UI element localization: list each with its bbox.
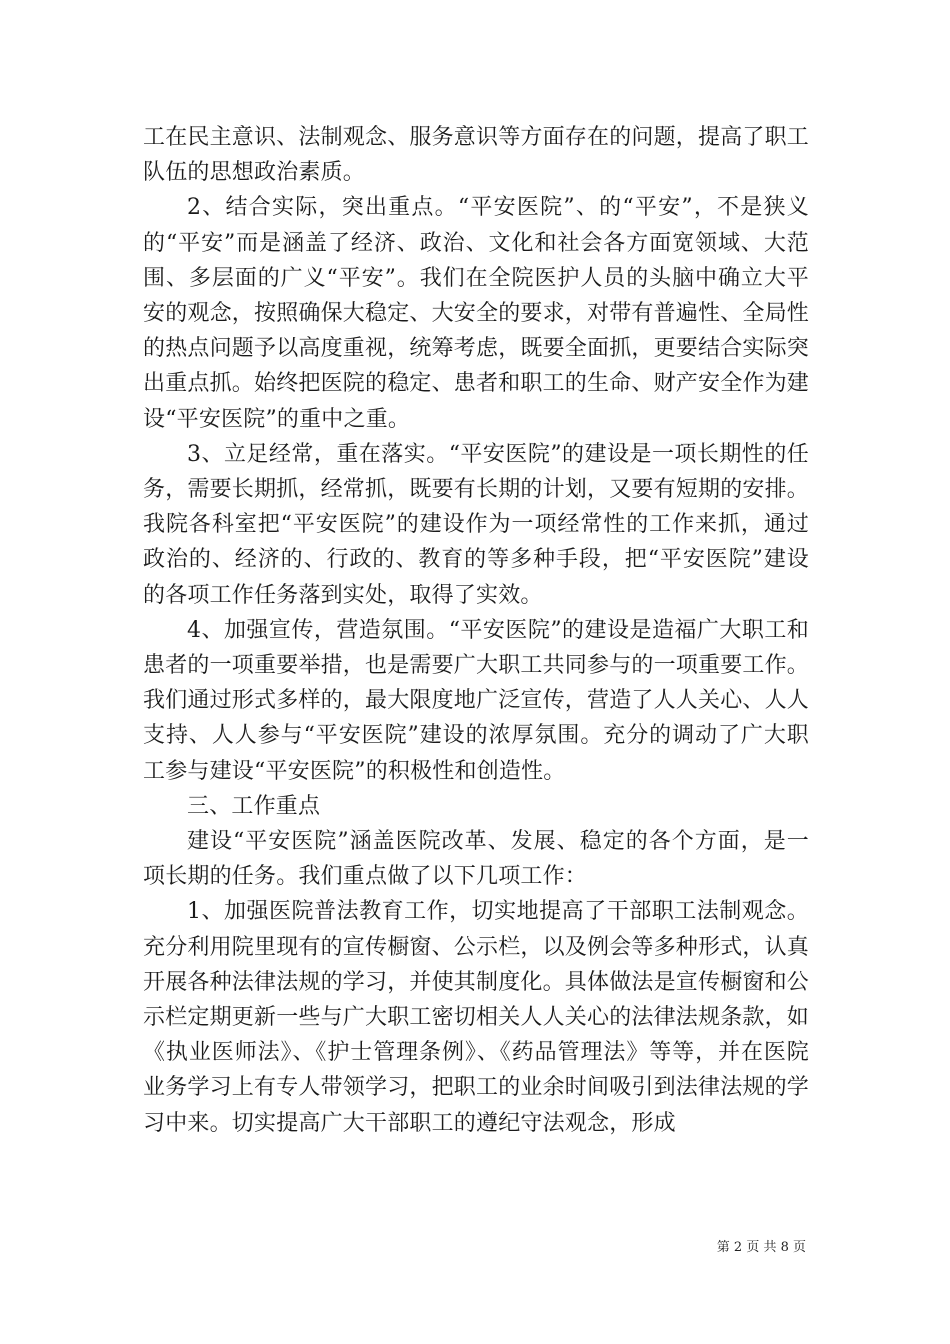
document-body [143,120,809,1141]
paragraph-section-intro: 建设“平安医院”涵盖医院改革、发展、稳定的各个方面，是一项长期的任务。我们重点做了以下几项工作： [143,829,809,890]
paragraph-continuation: 工在民主意识、法制观念、服务意识等方面存在的问题，提高了职工队伍的思想政治素质。 [143,125,810,186]
page-number-footer: 第 2 页 共 8 页 [716,1240,806,1255]
paragraph-focus-item-1: 1、加强医院普法教育工作，切实地提高了干部职工法制观念。充分利用院里现有的宣传橱窗、公示栏，以及例会等多种形式，认真开展各种法律法规的学习，并使其制度化。具体做法是宣传橱窗和公示栏定期更新一些与广大职工密切相关人人关心的法律法规条款，如《执业医师法》、《护士管理条例》、《药品管理法》等等，并在医院业务学习上有专人带领学习，把职工的业余时间吸引到法律法规的学习中来。切实提高广大干部职工的遵纪守法观念，形成 [143,899,810,1136]
paragraph-item-3: 3、立足经常，重在落实。“平安医院”的建设是一项长期性的任务，需要长期抓，经常抓，既要有长期的计划，又要有短期的安排。我院各科室把“平安医院”的建设作为一项经常性的工作来抓，通过政治的、经济的、行政的、教育的等多种手段，把“平安医院”建设的各项工作任务落到实处，取得了实效。 [143,441,810,608]
section-heading-work-focus: 三、工作重点 [187,793,321,819]
paragraph-item-4: 4、加强宣传，营造氛围。“平安医院”的建设是造福广大职工和患者的一项重要举措，也是需要广大职工共同参与的一项重要工作。我们通过形式多样的，最大限度地广泛宣传，营造了人人关心、人人支持、人人参与“平安医院”建设的浓厚氛围。充分的调动了广大职工参与建设“平安医院”的积极性和创造性。 [143,617,810,784]
paragraph-item-2: 2、结合实际，突出重点。“平安医院”、的“平安”，不是狭义的“平安”而是涵盖了经济、政治、文化和社会各方面宽领域、大范围、多层面的广义“平安”。我们在全院医护人员的头脑中确立大平安的观念，按照确保大稳定、大安全的要求，对带有普遍性、全局性的热点问题予以高度重视，统筹考虑，既要全面抓，更要结合实际突出重点抓。始终把医院的稳定、患者和职工的生命、财产安全作为建设“平安医院”的重中之重。 [143,195,810,432]
